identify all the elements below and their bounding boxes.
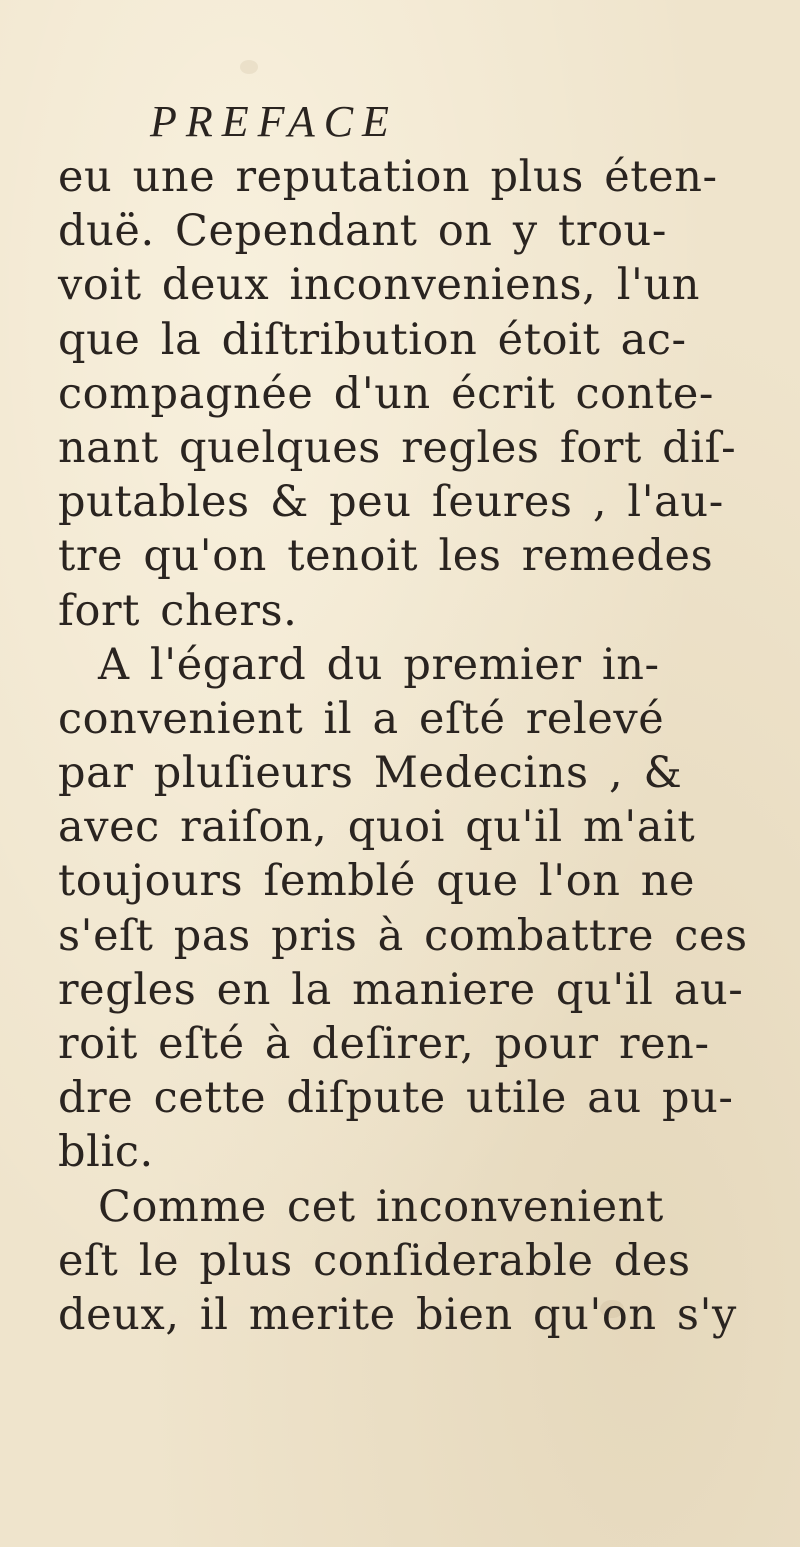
text-line: convenient il a eſté relevé: [58, 693, 665, 744]
paragraph-start-line: Comme cet inconvenient: [98, 1181, 664, 1232]
text-line: par pluſieurs Medecins , &: [58, 748, 683, 799]
text-line: nant quelques regles fort diſ-: [58, 422, 737, 473]
text-line: toujours ſemblé que l'on ne: [58, 856, 696, 907]
page-body-text: [58, 150, 778, 1342]
text-line: dre cette diſpute utile au pu-: [58, 1073, 734, 1124]
text-line: avec raiſon, quoi qu'il m'ait: [58, 802, 696, 853]
text-line: roit eſté à deſirer, pour ren-: [58, 1019, 710, 1069]
text-line: eu une reputation plus éten-: [58, 152, 718, 202]
paper-stain: [240, 60, 258, 74]
running-header: PREFACE: [150, 97, 398, 146]
text-line: voit deux inconveniens, l'un: [58, 260, 701, 311]
text-line: blic.: [58, 1127, 154, 1178]
text-line: eſt le plus conſiderable des: [58, 1235, 691, 1286]
text-line: que la diſtribution étoit ac-: [58, 314, 687, 365]
text-line: deux, il merite bien qu'on s'y: [58, 1289, 737, 1340]
text-line: tre qu'on tenoit les remedes: [58, 531, 714, 582]
text-line: putables & peu ſeures , l'au-: [58, 477, 724, 528]
text-line: s'eſt pas pris à combattre ces: [58, 910, 748, 961]
paragraph-start-line: A l'égard du premier in-: [98, 639, 660, 690]
text-line: duë. Cependant on y trou-: [58, 206, 667, 257]
text-line: compagnée d'un écrit conte-: [58, 368, 714, 419]
text-line: fort chers.: [58, 585, 298, 636]
text-line: regles en la maniere qu'il au-: [58, 964, 744, 1015]
